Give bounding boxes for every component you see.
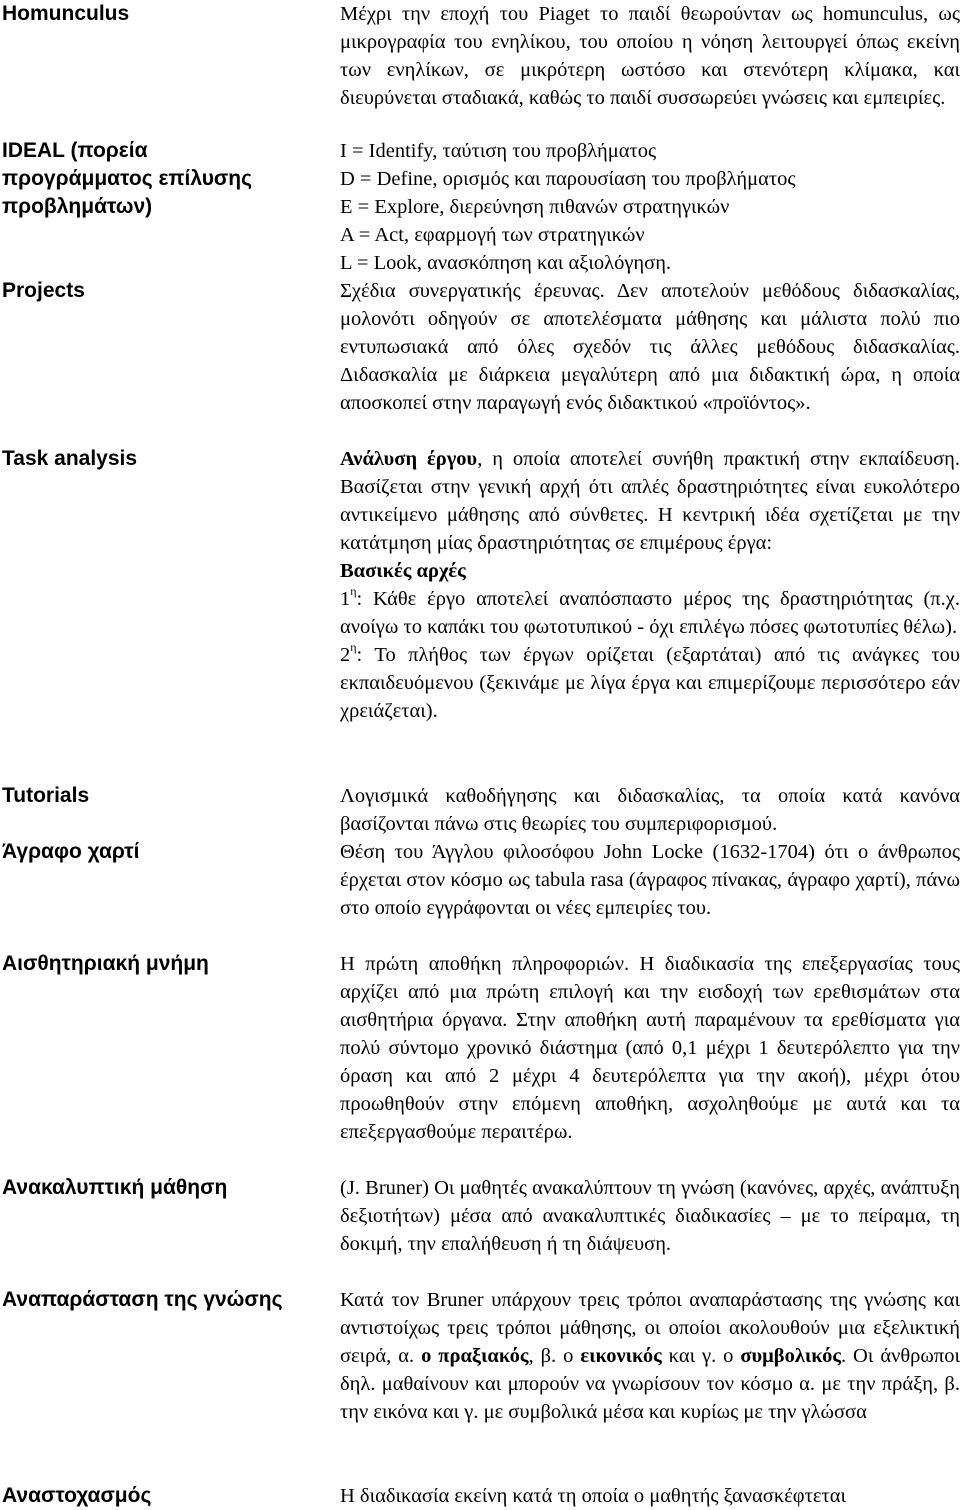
definition-text: Λογισμικά καθοδήγησης και διδασκαλίας, τα οποία κατά κανόνα βασίζονται πάνω στις θεωρίες του συμπεριφορισμού. (340, 785, 960, 835)
glossary-entry (0, 277, 960, 417)
entry-term: Task analysis (2, 447, 138, 470)
entry-definition (340, 838, 960, 922)
definition-text: Κατά τον Bruner υπάρχουν τρεις τρόποι αναπαράστασης της γνώσης και αντιστοίχως τρεις τρόποι μάθησης, οι οποίοι ακολουθούν μια εξελικτική σειρά, α. ο πραξιακός, β. ο εικονικός και γ. ο συμβολικός. Οι άνθρωποι δηλ. μαθαίνουν και μπορούν να γνωρίσουν τον κόσμο α. με την πράξη, β. την εικόνα και γ. με συμβολικά μέσα και κυρίως με την γλώσσα (340, 1289, 960, 1423)
entry-definition (340, 950, 960, 1146)
entry-term: Homunculus (2, 2, 130, 25)
entry-term: Projects (2, 279, 85, 302)
glossary-entry (0, 445, 960, 725)
entry-term: Tutorials (2, 784, 90, 807)
entry-term: Άγραφο χαρτί (2, 840, 140, 863)
entry-term: Αισθητηριακή μνήμη (2, 952, 209, 975)
glossary-entry (0, 1174, 960, 1258)
entry-term: IDEAL (πορεία προγράμματος επίλυσης προβλημάτων) (2, 139, 253, 218)
entry-definition (340, 0, 960, 112)
entry-definition (340, 445, 960, 725)
definition-text: Η διαδικασία εκείνη κατά τη οποία ο μαθητής ξανασκέφτεται (340, 1485, 846, 1507)
entry-definition (340, 782, 960, 838)
entry-definition (340, 1482, 960, 1510)
definition-text: Σχέδια συνεργατικής έρευνας. Δεν αποτελούν μεθόδους διδασκαλίας, μολονότι οδηγούν σε αποτελέσματα μάθησης και μάλιστα πολύ πιο εντυπωσιακά από όλες σχεδόν τις άλλες μεθόδους διδασκαλίας. Διδασκαλία με διάρκεια μεγαλύτερη από μια διδακτική ώρα, η οποία αποσκοπεί στην παραγωγή ενός διδακτικού «προϊόντος». (340, 280, 960, 414)
ideal-step-define: D = Define, ορισμός και παρουσίαση του προβλήματος (340, 168, 796, 190)
entry-term: Ανακαλυπτική μάθηση (2, 1176, 228, 1199)
definition-text: (J. Bruner) Οι μαθητές ανακαλύπτουν τη γνώση (κανόνες, αρχές, ανάπτυξη δεξιοτήτων) μέσα από ανακαλυπτικές διαδικασίες – με το πείραμα, τη δοκιμή, την επαλήθευση ή τη διάψευση. (340, 1177, 960, 1255)
task-analysis-lead: Ανάλυση έργου (340, 448, 478, 470)
principle-item: $1^\eta$: Κάθε έργο αποτελεί αναπόσπαστο μέρος της δραστηριότητας (π.χ. ανοίγω το καπάκι του φωτοτυπικού - όχι επιλέγω πόσες φωτοτυπίες θέλω). (340, 584, 960, 638)
entry-term: Αναστοχασμός (2, 1484, 152, 1507)
principle-item: $2^\eta$: Το πλήθος των έργων ορίζεται (εξαρτάται) από τις ανάγκες του εκπαιδευόμενου (ξεκινάμε με λίγα έργα και επιμερίζουμε περισσότερο εάν χρειάζεται). (340, 640, 960, 722)
definition-text: , η οποία αποτελεί συνήθη πρακτική στην εκπαίδευση. Βασίζεται στην γενική αρχή ότι απλές δραστηριότητες είναι ευκολότερο αντικείμενο μάθησης από σύνθετες. Η κεντρική ιδέα σχετίζεται με την κατάτμηση μίας δραστηριότητας σε επιμέρους έργα: (340, 448, 960, 554)
glossary-entry (0, 782, 960, 838)
ideal-step-explore: E = Explore, διερεύνηση πιθανών στρατηγικών (340, 196, 730, 218)
definition-text: Μέχρι την εποχή του Piaget το παιδί θεωρούνταν ως homunculus, ως μικρογραφία του ενηλίκου, του οποίου η νόηση λειτουργεί όπως εκείνη των ενηλίκων, σε μικρότερη ωστόσο και στενότερη κλίμακα, και διευρύνεται σταδιακά, καθώς το παιδί συσσωρεύει γνώσεις και εμπειρίες. (340, 3, 960, 109)
entry-definition (340, 277, 960, 417)
definition-text: Θέση του Άγγλου φιλοσόφου John Locke (1632-1704) ότι ο άνθρωπος έρχεται στον κόσμο ως tabula rasa (άγραφος πίνακας, άγραφο χαρτί), πάνω στο οποίο εγγράφονται οι νέες εμπειρίες του. (340, 841, 960, 919)
entry-definition (340, 137, 960, 277)
ideal-step-identify: I = Identify, ταύτιση του προβλήματος (340, 140, 657, 162)
glossary-entry (0, 1286, 960, 1426)
entry-term: Αναπαράσταση της γνώσης (2, 1288, 283, 1311)
ideal-step-look: L = Look, ανασκόπηση και αξιολόγηση. (340, 252, 672, 274)
ideal-step-act: A = Act, εφαρμογή των στρατηγικών (340, 224, 645, 246)
entry-definition (340, 1286, 960, 1426)
glossary-entry (0, 137, 960, 277)
definition-text: Η πρώτη αποθήκη πληροφοριών. Η διαδικασία της επεξεργασίας τους αρχίζει από μια πρώτη επιλογή και την εισδοχή των ερεθισμάτων στα αισθητήρια όργανα. Στην αποθήκη αυτή παραμένουν τα ερεθίσματα για πολύ σύντομο χρονικό διάστημα (από 0,1 μέχρι 1 δευτερόλεπτο για την όραση και από 2 μέχρι 4 δευτερόλεπτα για την ακοή), μέχρι ότου προωθηθούν στην επόμενη αποθήκη, ασχοληθούμε με αυτά και τα επεξεργασθούμε περαιτέρω. (340, 953, 960, 1143)
glossary-entry (0, 0, 960, 112)
glossary-entry (0, 950, 960, 1146)
principles-heading: Βασικές αρχές (340, 560, 466, 582)
glossary-entry (0, 1482, 960, 1510)
glossary-entry (0, 838, 960, 922)
entry-definition (340, 1174, 960, 1258)
